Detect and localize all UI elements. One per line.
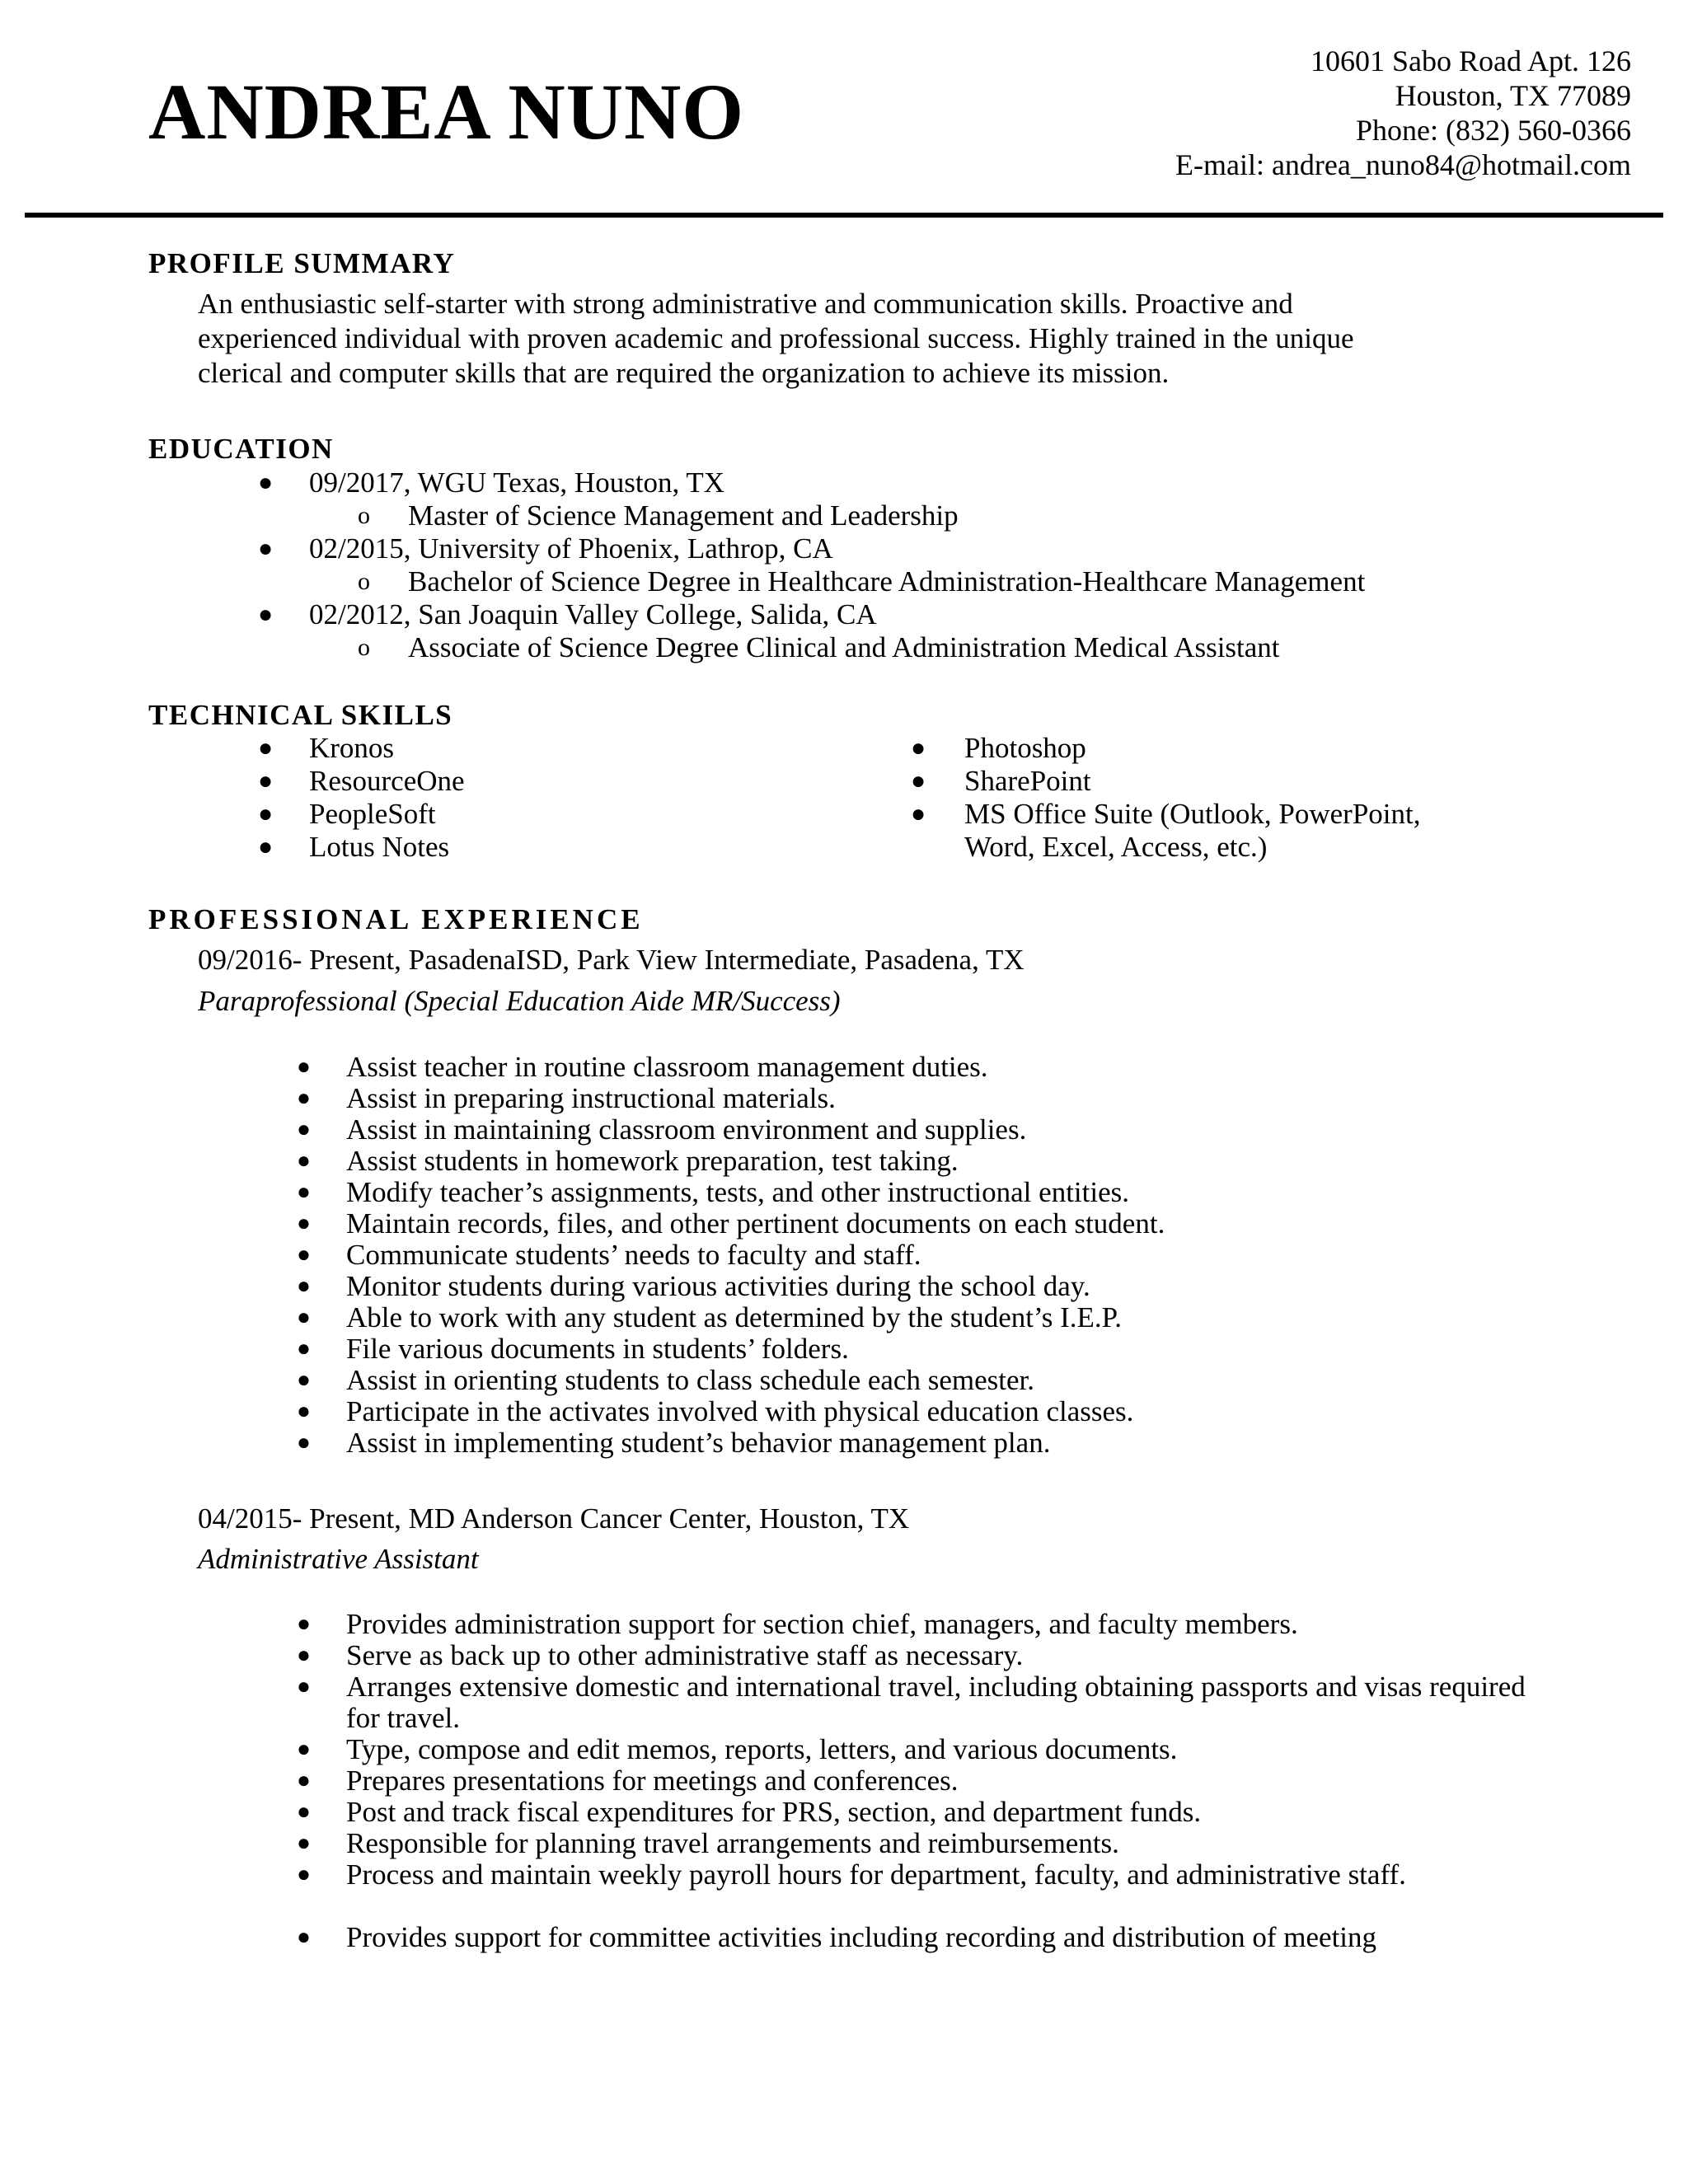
skill-item-continued: Word, Excel, Access, etc.)	[964, 831, 1268, 863]
sub-bullet-icon: o	[358, 634, 370, 661]
duty-item: File various documents in students’ folders.	[346, 1333, 849, 1365]
bullet-icon: ●	[911, 734, 926, 762]
bullet-icon: ●	[297, 1862, 311, 1887]
skills-heading: TECHNICAL SKILLS	[148, 699, 453, 731]
email: E-mail: andrea_nuno84@hotmail.com	[1175, 148, 1631, 181]
bullet-icon: ●	[297, 1430, 311, 1455]
experience-heading: PROFESSIONAL EXPERIENCE	[148, 903, 644, 935]
summary-line: An enthusiastic self-starter with strong administrative and communication skills. Proactive and	[198, 288, 1293, 320]
bullet-icon: ●	[297, 1054, 311, 1080]
phone: Phone: (832) 560-0366	[1356, 114, 1631, 147]
bullet-icon: ●	[258, 833, 274, 860]
bullet-icon: ●	[258, 734, 274, 762]
sub-bullet-icon: o	[358, 502, 370, 529]
education-school: 02/2015, University of Phoenix, Lathrop, CA	[309, 532, 833, 565]
bullet-icon: ●	[297, 1611, 311, 1637]
bullet-icon: ●	[297, 1273, 311, 1299]
duty-item: Provides support for committee activities including recording and distribution of meeting	[346, 1921, 1377, 1953]
duty-item: Assist in maintaining classroom environment and supplies.	[346, 1113, 1027, 1146]
duty-item: Able to work with any student as determined by the student’s I.E.P.	[346, 1301, 1122, 1333]
education-degree: Associate of Science Degree Clinical and Administration Medical Assistant	[408, 631, 1280, 663]
bullet-icon: ●	[297, 1305, 311, 1330]
education-degree: Bachelor of Science Degree in Healthcare Administration-Healthcare Management	[408, 565, 1366, 598]
duty-item: Participate in the activates involved with physical education classes.	[346, 1395, 1134, 1427]
skill-item: SharePoint	[964, 765, 1091, 797]
bullet-icon: ●	[297, 1242, 311, 1268]
job-title: Paraprofessional (Special Education Aide MR/Success)	[198, 985, 841, 1017]
bullet-icon: ●	[911, 800, 926, 827]
bullet-icon: ●	[297, 1148, 311, 1174]
education-heading: EDUCATION	[148, 433, 334, 465]
summary-line: clerical and computer skills that are required the organization to achieve its mission.	[198, 357, 1170, 389]
bullet-icon: ●	[911, 767, 926, 794]
duty-item: Process and maintain weekly payroll hours for department, faculty, and administrative staff.	[346, 1858, 1406, 1891]
bullet-icon: ●	[297, 1179, 311, 1205]
education-school: 02/2012, San Joaquin Valley College, Salida, CA	[309, 598, 877, 630]
duty-item: Communicate students’ needs to faculty and staff.	[346, 1239, 921, 1271]
duty-item: Assist in preparing instructional materials.	[346, 1082, 836, 1114]
duty-item: Monitor students during various activities during the school day.	[346, 1270, 1090, 1302]
skill-item: PeopleSoft	[309, 798, 436, 830]
education-degree: Master of Science Management and Leadership	[408, 499, 959, 532]
address-line-1: 10601 Sabo Road Apt. 126	[1310, 45, 1631, 77]
duty-item: Assist students in homework preparation, test taking.	[346, 1145, 959, 1177]
bullet-icon: ●	[297, 1674, 311, 1699]
duty-item: Serve as back up to other administrative staff as necessary.	[346, 1639, 1024, 1671]
bullet-icon: ●	[258, 601, 274, 628]
duty-item: Post and track fiscal expenditures for PRS, section, and department funds.	[346, 1796, 1202, 1828]
duty-item: Prepares presentations for meetings and conferences.	[346, 1765, 959, 1797]
duty-item: Maintain records, files, and other pertinent documents on each student.	[346, 1207, 1165, 1240]
job-header: 09/2016- Present, PasadenaISD, Park View Intermediate, Pasadena, TX	[198, 944, 1025, 976]
skill-item: Lotus Notes	[309, 831, 450, 863]
skill-item: MS Office Suite (Outlook, PowerPoint,	[964, 798, 1421, 830]
duty-item: Arranges extensive domestic and international travel, including obtaining passports and visas required for travel.	[346, 1671, 1526, 1734]
bullet-icon: ●	[297, 1799, 311, 1825]
duty-item: Type, compose and edit memos, reports, letters, and various documents.	[346, 1733, 1178, 1765]
bullet-icon: ●	[297, 1399, 311, 1424]
profile-summary	[198, 287, 1517, 391]
duty-item: Assist teacher in routine classroom management duties.	[346, 1051, 988, 1083]
bullet-icon: ●	[297, 1367, 311, 1393]
header-divider	[25, 213, 1663, 218]
applicant-name: ANDREA NUNO	[148, 68, 745, 156]
skill-item: Photoshop	[964, 732, 1086, 764]
bullet-icon: ●	[297, 1211, 311, 1236]
bullet-icon: ●	[297, 1643, 311, 1668]
bullet-icon: ●	[297, 1736, 311, 1762]
duty-item: Assist in implementing student’s behavior management plan.	[346, 1427, 1051, 1459]
duty-item: Responsible for planning travel arrangements and reimbursements.	[346, 1827, 1119, 1859]
sub-bullet-icon: o	[358, 568, 370, 595]
bullet-icon: ●	[297, 1768, 311, 1793]
job-title: Administrative Assistant	[198, 1543, 479, 1575]
bullet-icon: ●	[258, 469, 274, 496]
summary-line: experienced individual with proven academic and professional success. Highly trained in the unique	[198, 322, 1354, 354]
address-line-2: Houston, TX 77089	[1395, 79, 1631, 112]
skill-item: Kronos	[309, 732, 395, 764]
bullet-icon: ●	[297, 1924, 311, 1950]
bullet-icon: ●	[297, 1830, 311, 1856]
education-school: 09/2017, WGU Texas, Houston, TX	[309, 466, 725, 499]
skill-item: ResourceOne	[309, 765, 465, 797]
duty-item: Modify teacher’s assignments, tests, and other instructional entities.	[346, 1176, 1129, 1208]
profile-heading: PROFILE SUMMARY	[148, 247, 456, 279]
bullet-icon: ●	[258, 535, 274, 562]
duty-item: Assist in orienting students to class schedule each semester.	[346, 1364, 1034, 1396]
bullet-icon: ●	[297, 1085, 311, 1111]
job-header: 04/2015- Present, MD Anderson Cancer Center, Houston, TX	[198, 1502, 910, 1535]
bullet-icon: ●	[297, 1117, 311, 1142]
bullet-icon: ●	[297, 1336, 311, 1361]
bullet-icon: ●	[258, 767, 274, 794]
contact-block	[1175, 44, 1631, 182]
duty-item: Provides administration support for section chief, managers, and faculty members.	[346, 1608, 1298, 1640]
bullet-icon: ●	[258, 800, 274, 827]
